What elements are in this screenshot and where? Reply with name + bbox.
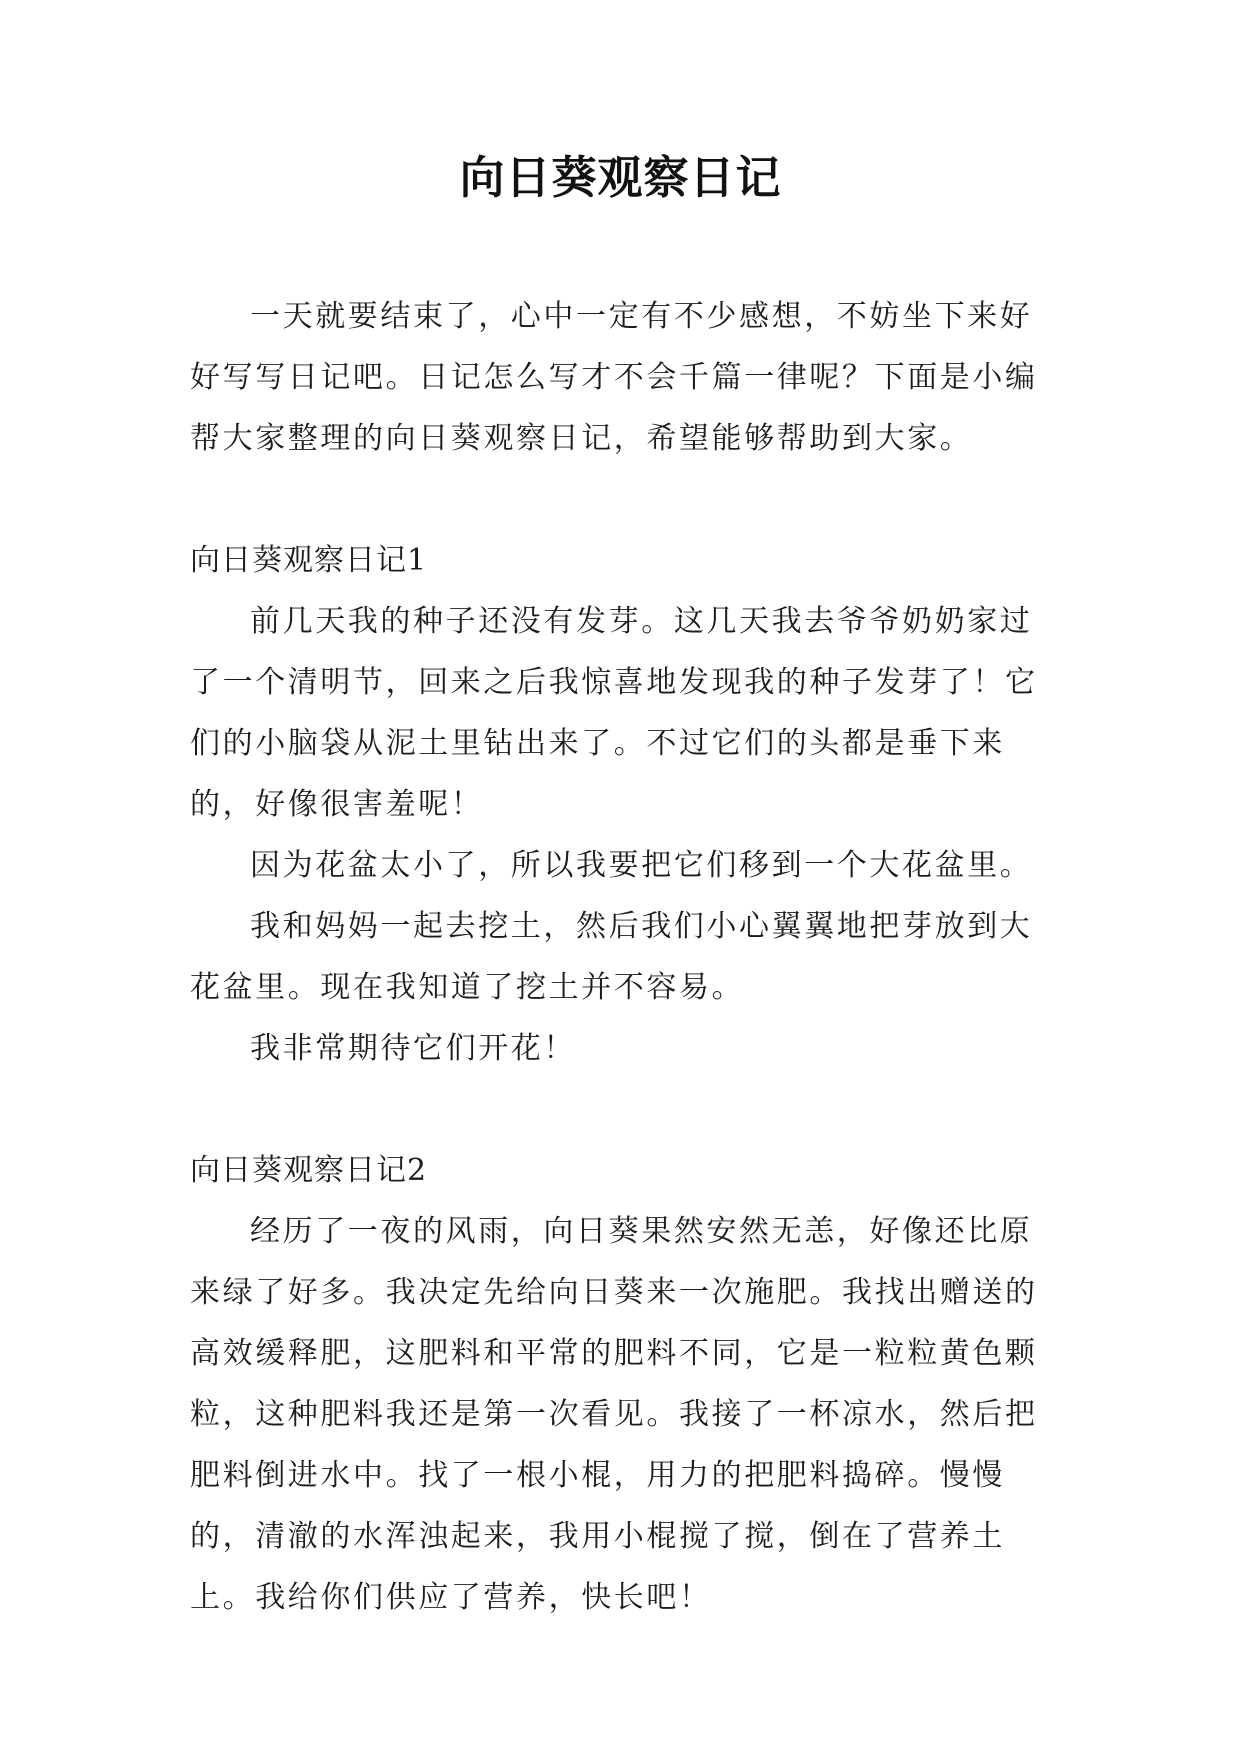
section-paragraph: 我和妈妈一起去挖土，然后我们小心翼翼地把芽放到大花盆里。现在我知道了挖土并不容易。 [190, 909, 1033, 1005]
diary-section-2 [190, 1140, 1050, 1628]
section-heading: 向日葵观察日记1 [190, 543, 428, 578]
section-paragraph: 经历了一夜的风雨，向日葵果然安然无恙，好像还比原来绿了好多。我决定先给向日葵来一次施肥。我找出赠送的高效缓释肥，这肥料和平常的肥料不同，它是一粒粒黄色颗粒，这种肥料我还是第一次看见。我接了一杯凉水，然后把肥料倒进水中。找了一根小棍，用力的把肥料捣碎。慢慢的，清澈的水浑浊起来，我用小棍搅了搅，倒在了营养土上。我给你们供应了营养，快长吧！ [190, 1214, 1038, 1615]
section-spacer [190, 469, 1050, 530]
section-paragraph: 我非常期待它们开花！ [250, 1031, 576, 1066]
document-body [190, 286, 1050, 1628]
document-title: 向日葵观察日记 [459, 151, 782, 204]
section-paragraph: 前几天我的种子还没有发芽。这几天我去爷爷奶奶家过了一个清明节，回来之后我惊喜地发现我的种子发芽了！它们的小脑袋从泥土里钻出来了。不过它们的头都是垂下来的，好像很害羞呢！ [190, 604, 1038, 822]
section-spacer [190, 1079, 1050, 1140]
section-paragraph: 因为花盆太小了，所以我要把它们移到一个大花盆里。 [250, 848, 1033, 883]
section-heading: 向日葵观察日记2 [190, 1153, 428, 1188]
diary-section-1 [190, 530, 1050, 1079]
intro-paragraph: 一天就要结束了，心中一定有不少感想，不妨坐下来好好写写日记吧。日记怎么写才不会千篇一律呢？下面是小编帮大家整理的向日葵观察日记，希望能够帮助到大家。 [190, 299, 1038, 456]
